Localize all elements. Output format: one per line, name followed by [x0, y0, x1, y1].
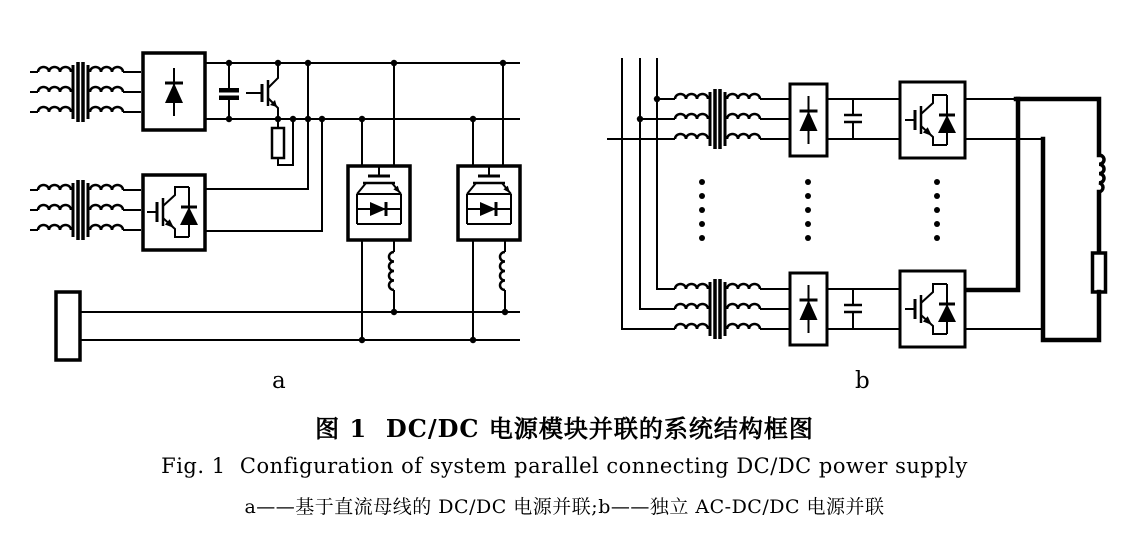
dcdc-output-wires	[362, 240, 505, 340]
ellipsis-dots-icon	[699, 179, 705, 241]
capacitor-icon	[219, 63, 239, 119]
caption-english: Fig. 1 Configuration of system parallel connecting DC/DC power supply	[161, 454, 968, 478]
dcdc-input-wires	[362, 63, 503, 166]
transformer-icon	[30, 62, 141, 122]
brake-resistor	[272, 128, 284, 158]
sub-figure-label-a: a	[272, 368, 286, 394]
ellipsis-dots-icon	[805, 179, 811, 241]
junction-dot	[637, 116, 643, 122]
diagram-a	[30, 53, 520, 394]
output-bus-lines	[80, 312, 520, 340]
transformer-icon	[667, 89, 778, 149]
transformer-icon	[30, 180, 141, 240]
inductor-icon	[500, 252, 505, 290]
ellipsis-dots-icon	[934, 179, 940, 241]
capacitor-icon	[844, 289, 862, 329]
inductor-icon	[389, 252, 394, 290]
sub-figure-label-b: b	[855, 368, 870, 394]
diagram-b	[607, 58, 1106, 394]
load-resistor	[1093, 253, 1106, 292]
dcdc-output-wires	[965, 99, 1043, 329]
parallel-output-loop	[967, 99, 1106, 340]
load-box	[56, 292, 80, 360]
transformer-output-wires	[778, 99, 790, 329]
load-inductor-icon	[1099, 155, 1104, 192]
capacitor-icon	[844, 99, 862, 139]
caption-sublabels: a——基于直流母线的 DC/DC 电源并联;b——独立 AC-DC/DC 电源并联	[244, 496, 885, 518]
transformer-icon	[667, 279, 778, 339]
dc-link-wires	[827, 99, 900, 329]
junction-dot	[654, 96, 660, 102]
caption-chinese: 图 1 DC/DC 电源模块并联的系统结构框图	[315, 414, 814, 443]
dc-bus-lines	[205, 63, 520, 119]
